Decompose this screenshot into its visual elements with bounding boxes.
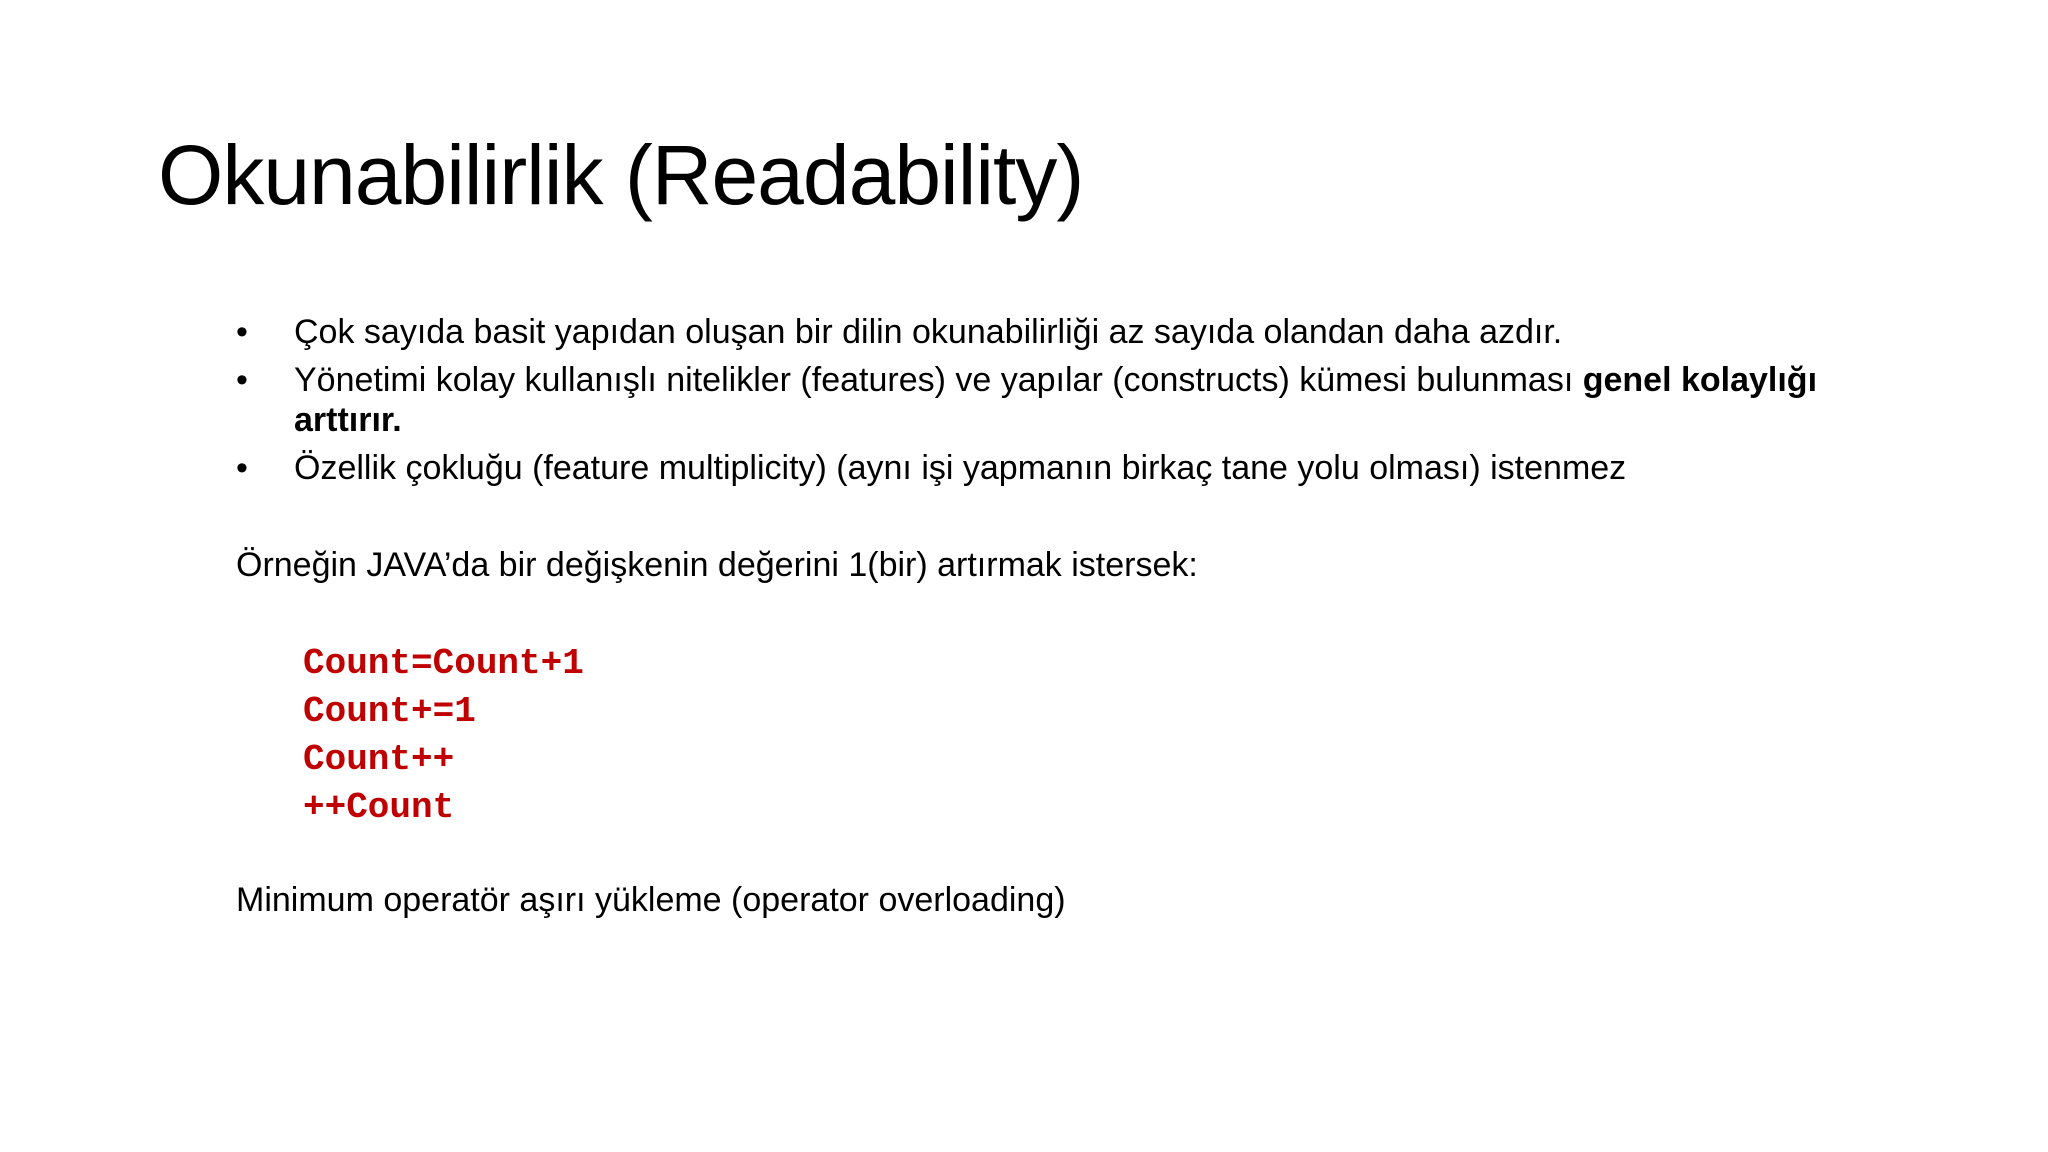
bullet-text: Yönetimi kolay kullanışlı nitelikler (features) ve yapılar (constructs) kümesi bulunması <box>294 361 1583 399</box>
bullet-text: Çok sayıda basit yapıdan oluşan bir dilin okunabilirliği az sayıda olandan daha azdır. <box>294 313 1563 351</box>
code-line: Count=Count+1 <box>303 643 584 684</box>
bullet-bold-text: genel kolaylığı arttırır. <box>294 361 1818 439</box>
slide-title: Okunabilirlik (Readability) <box>158 128 1084 222</box>
bullet-item <box>236 360 1876 440</box>
bullet-icon: • <box>236 361 248 399</box>
bullet-item <box>236 312 1876 352</box>
code-block <box>303 640 584 832</box>
code-line: Count++ <box>303 739 455 780</box>
code-line: Count+=1 <box>303 691 476 732</box>
bullet-item <box>236 448 1876 488</box>
bullet-icon: • <box>236 449 248 487</box>
closing-text: Minimum operatör aşırı yükleme (operator overloading) <box>236 881 1066 919</box>
bullet-icon: • <box>236 313 248 351</box>
bullet-list <box>236 312 1876 496</box>
code-line: ++Count <box>303 787 455 828</box>
bullet-text: Özellik çokluğu (feature multiplicity) (aynı işi yapmanın birkaç tane yolu olması) istenmez <box>294 449 1627 487</box>
intro-text: Örneğin JAVA’da bir değişkenin değerini 1(bir) artırmak istersek: <box>236 546 1198 584</box>
